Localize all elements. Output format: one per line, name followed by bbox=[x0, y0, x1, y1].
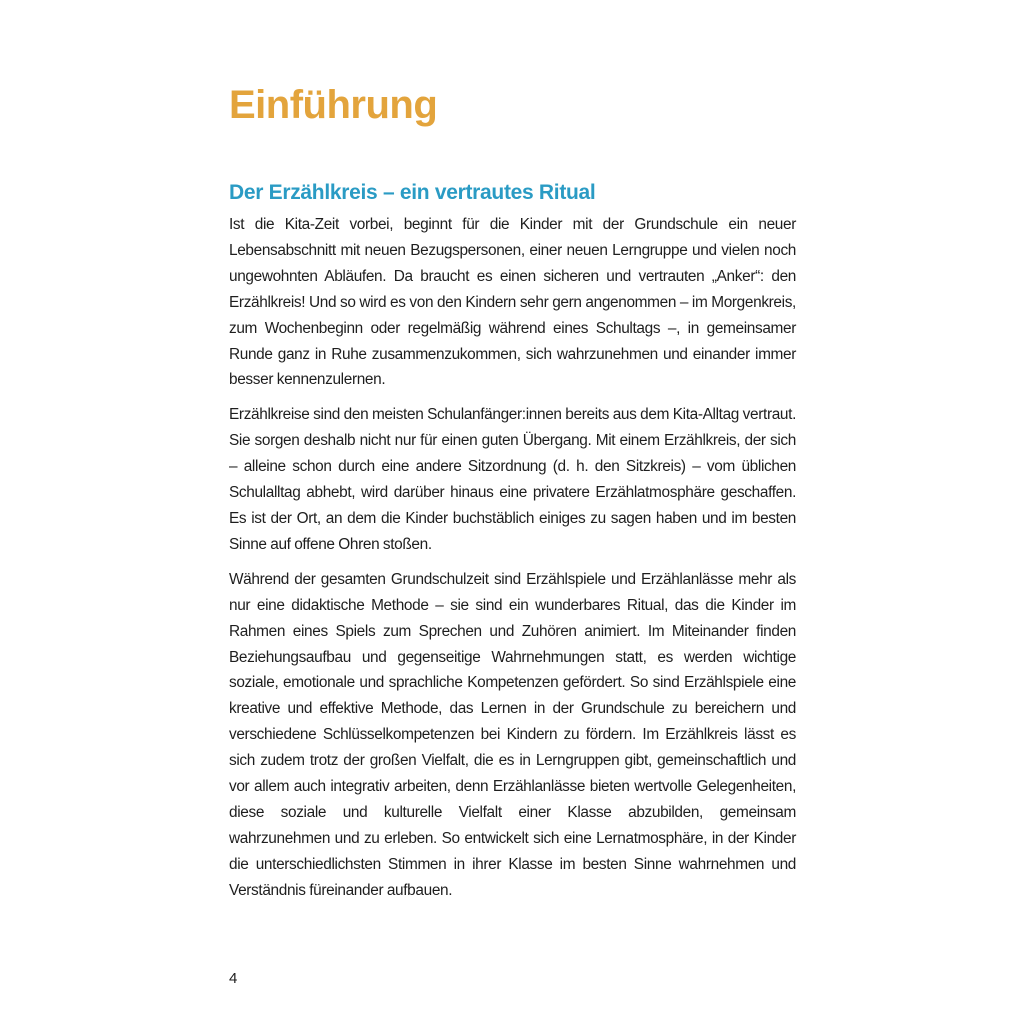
paragraph-2: Erzählkreise sind den meisten Schulanfänger:innen bereits aus dem Kita-Alltag vertraut. Sie sorgen deshalb nicht nur für einen guten Übergang. Mit einem Erzählkreis, der sich – alleine schon durch eine andere Sitzordnung (d. h. den Sitzkreis) – vom üblichen Schulalltag abhebt, wird darüber hinaus eine privatere Erzählatmosphäre geschaffen. Es ist der Ort, an dem die Kinder buchstäblich einiges zu sagen haben und im besten Sinne auf offene Ohren stoßen. bbox=[229, 406, 796, 553]
chapter-title: Einführung bbox=[229, 83, 438, 127]
paragraph-3: Während der gesamten Grundschulzeit sind Erzählspiele und Erzählanlässe mehr als nur eine didaktische Methode – sie sind ein wunderbares Ritual, das die Kinder im Rahmen eines Spiels zum Sprechen und Zuhören animiert. Im Miteinander finden Beziehungsaufbau und gegenseitige Wahrnehmungen statt, es werden wichtige soziale, emotionale und sprachliche Kompetenzen gefördert. So sind Erzählspiele eine kreative und effektive Methode, das Lernen in der Grundschule zu bereichern und verschiedene Schlüsselkompetenzen bei Kindern zu fördern. Im Erzählkreis lässt es sich zudem trotz der großen Vielfalt, die es in Lerngruppen gibt, gemeinschaftlich und vor allem auch integrativ arbeiten, denn Erzählanlässe bieten wertvolle Gelegenheiten, diese soziale und kulturelle Vielfalt einer Klasse abzubilden, gemeinsam wahrzunehmen und zu erleben. So entwickelt sich eine Lernatmosphäre, in der Kinder die unterschiedlichsten Stimmen in ihrer Klasse im besten Sinne wahrnehmen und Verständnis füreinander aufbauen. bbox=[229, 570, 796, 899]
body-text bbox=[229, 212, 796, 913]
paragraph-1: Ist die Kita-Zeit vorbei, beginnt für die Kinder mit der Grundschule ein neuer Lebensabschnitt mit neuen Bezugspersonen, einer neuen Lerngruppe und vielen noch ungewohnten Abläufen. Da braucht es einen sicheren und vertrauten „Anker“: den Erzählkreis! Und so wird es von den Kindern sehr gern angenommen – im Morgenkreis, zum Wochenbeginn oder regelmäßig während eines Schultags –, in gemeinsamer Runde ganz in Ruhe zusammenzukommen, sich wahrzunehmen und einander immer besser kennenzulernen. bbox=[229, 216, 796, 389]
section-heading: Der Erzählkreis – ein vertrautes Ritual bbox=[229, 181, 596, 204]
page-number: 4 bbox=[229, 970, 238, 987]
